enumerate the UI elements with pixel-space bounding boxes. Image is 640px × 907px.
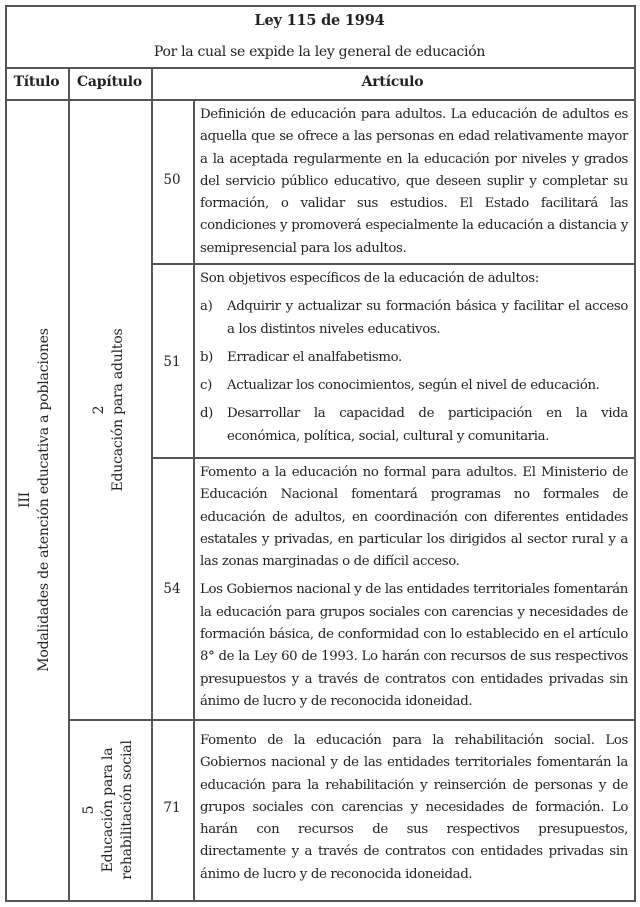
article-71-paragraph: Fomento de la educación para la rehabilitación social. Los Gobiernos nacional y de las entidades territoriales fomentarán la educación para la rehabilitación y reinserción de personas y de grupos sociales con carencias y necesidades de formación. Lo harán con recursos de sus respectivos presupuestos, directamente y a través de contratos con entidades privadas sin ánimo de lucro y de reconocida idoneidad.: [200, 733, 628, 882]
article-54-text: [200, 462, 628, 719]
article-51-number: 51: [163, 354, 181, 370]
titulo-number: III: [17, 492, 33, 508]
objective-text: Erradicar el analfabetismo.: [227, 349, 402, 365]
header-articulo: Artículo: [361, 74, 424, 90]
objective-text: Actualizar los conocimientos, según el nivel de educación.: [227, 378, 600, 394]
article-50-paragraph: Definición de educación para adultos. La educación de adultos es aquella que se ofrece a las personas en edad relativamente mayor a la aceptada regularmente en la educación por niveles y grados del servicio público educativo, que deseen suplir y completar su formación, o validar sus estudios. El Estado facilitará las condiciones y promoverá especialmente la educación a distancia y semipresencial para los adultos.: [200, 107, 628, 256]
objective-label: b): [200, 349, 213, 365]
objective-item: [200, 296, 628, 341]
article-51-text: [200, 268, 628, 454]
document-subtitle: Por la cual se expide la ley general de educación: [153, 44, 486, 60]
border-bottom: [5, 900, 635, 902]
capitulo-5-cell: [80, 725, 140, 895]
divider-capitulo-articulo: [151, 67, 153, 901]
border-top: [5, 5, 635, 7]
header-capitulo: Capítulo: [76, 74, 143, 90]
border-left: [5, 5, 7, 902]
objective-item: [200, 403, 628, 448]
objective-item: [200, 347, 628, 369]
article-54-paragraph-2: Los Gobiernos nacional y de las entidades territoriales fomentarán la educación para grupos sociales con carencias y necesidades de formación básica, de conformidad con lo establecido en el artículo 8° de la Ley 60 de 1993. Lo harán con recursos de sus respectivos presupuestos y a través de contratos con entidades privadas sin ánimo de lucro y de reconocida idoneidad.: [200, 582, 628, 709]
document-title: Ley 115 de 1994: [254, 12, 385, 29]
capitulo-2-number: 2: [91, 405, 107, 415]
divider-titulo-capitulo: [68, 67, 70, 901]
titulo-name: Modalidades de atención educativa a poblaciones: [36, 328, 52, 672]
article-50-number: 50: [163, 172, 181, 188]
capitulo-2-name: Educación para adultos: [110, 328, 126, 492]
divider-art-51: [151, 457, 635, 459]
capitulo-5-name-line1: Educación para la: [100, 747, 116, 873]
article-51-objectives: [200, 296, 628, 448]
objective-label: a): [200, 299, 213, 315]
article-54-paragraph-1: Fomento a la educación no formal para adultos. El Ministerio de Educación Nacional fomentará programas no formales de educación de adultos, en coordinación con diferentes entidades estatales y privadas, en particular los dirigidos al sector rural y a las zonas marginadas o de difícil acceso.: [200, 465, 628, 570]
divider-header: [5, 67, 635, 69]
article-51-intro: Son objetivos específicos de la educación de adultos:: [200, 271, 539, 286]
header-titulo: Título: [13, 74, 60, 90]
divider-column-headers: [5, 99, 635, 101]
article-54-number: 54: [163, 581, 181, 597]
article-71-text: [200, 730, 628, 892]
objective-text: Desarrollar la capacidad de participación en la vida económica, política, social, cultural y comunitaria.: [227, 406, 628, 444]
capitulo-2-cell: [90, 110, 130, 710]
capitulo-5-name-line2: rehabilitación social: [119, 740, 135, 880]
objective-item: [200, 375, 628, 397]
titulo-cell: [16, 100, 56, 900]
capitulo-5-number: 5: [81, 805, 97, 815]
divider-num-text: [193, 99, 195, 901]
article-50-text: [200, 104, 628, 266]
objective-label: c): [200, 378, 212, 394]
article-71-number: 71: [163, 800, 181, 816]
border-right: [634, 5, 636, 902]
objective-text: Adquirir y actualizar su formación básica y facilitar el acceso a los distintos niveles educativos.: [227, 299, 628, 337]
objective-label: d): [200, 406, 213, 422]
